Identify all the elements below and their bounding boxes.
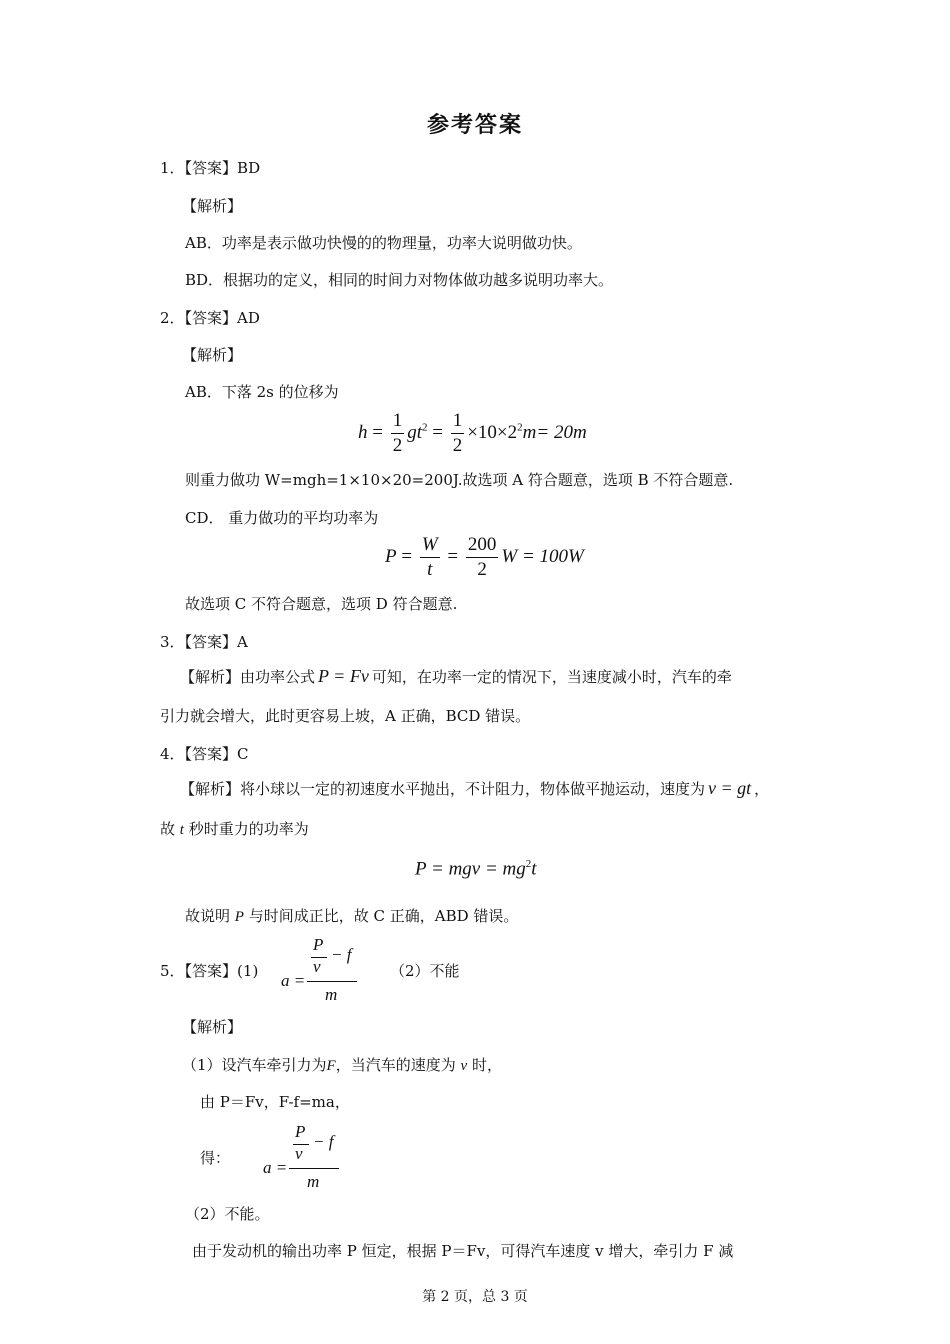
q5-p2: 由 P＝Fv，F-f=ma，	[200, 1093, 350, 1111]
q2-conclusion: 故选项 C 不符合题意，选项 D 符合题意.	[185, 595, 458, 613]
frac-num: 1	[391, 410, 405, 434]
q2-cd-text: CD． 重力做功的平均功率为	[185, 509, 379, 527]
q1-ab-text: AB．功率是表示做功快慢的的物理量，功率大说明做功快。	[185, 234, 582, 252]
q4-answer: 4．【答案】C	[160, 745, 249, 763]
q3-line2: 引力就会增大，此时更容易上坡，A 正确，BCD 错误。	[160, 707, 531, 725]
q2-power-equation: P = $\frac{W}{t}$ = $\frac{200}{2}$ W = 100W	[385, 534, 584, 580]
eq-h: h	[358, 421, 368, 443]
q3-line1: 【解析】由功率公式 P = Fv 可知，在功率一定的情况下，当速度减小时，汽车的牵	[180, 666, 732, 686]
q2-ab-text: AB．下落 2s 的位移为	[185, 383, 339, 401]
q4-power-equation: P = mgv = $mg^2t$	[415, 858, 537, 880]
q5-p4: （2）不能。	[185, 1205, 270, 1223]
q5-answer-part2: （2）不能	[390, 962, 460, 980]
q2-work-line: 则重力做功 W=mgh=1×10×20=200J.故选项 A 符合题意，选项 B 不符合题意.	[185, 471, 734, 489]
q3-answer: 3．【答案】A	[160, 633, 248, 651]
q5-p5: 由于发动机的输出功率 P 恒定，根据 P＝Fv，可得汽车速度 v 增大，牵引力 F 减	[192, 1242, 734, 1260]
page-title: 参考答案	[426, 113, 523, 138]
q2-analysis-label: 【解析】	[182, 346, 243, 364]
q4-conclusion: 故说明 P 与时间成正比，故 C 正确，ABD 错误。	[185, 907, 519, 925]
q4-line1: 【解析】将小球以一定的初速度水平抛出，不计阻力，物体做平抛运动，速度为 v = gt ，	[180, 778, 770, 798]
q1-answer: 1．【答案】BD	[160, 159, 261, 177]
q5-p1: （1）设汽车牵引力为F，当汽车的速度为 v 时，	[182, 1056, 502, 1074]
page-footer: 第 2 页，总 3 页	[422, 1289, 528, 1305]
eq-gt: gt	[407, 421, 422, 443]
frac-den: 2	[392, 435, 403, 456]
q1-bd-text: BD．根据功的定义，相同的时间力对物体做功越多说明功率大。	[185, 271, 614, 289]
q5-analysis-label: 【解析】	[182, 1018, 243, 1036]
q2-answer: 2．【答案】AD	[160, 309, 260, 327]
q5-answer-label: 5．【答案】(1)	[160, 962, 259, 980]
q4-line2: 故 t 秒时重力的功率为	[160, 820, 309, 838]
q5-derived-formula: P v − f a = m	[265, 1122, 345, 1192]
q5-answer-formula: P v − f a = m	[283, 935, 363, 1005]
q5-p3: 得：	[200, 1149, 231, 1167]
q1-analysis-label: 【解析】	[182, 197, 243, 215]
q2-displacement-equation: h = $\frac{1}{2}$ $gt^2$ = $\frac{1}{2}$ $\times 10\times 2^2m= 20m$	[358, 410, 587, 456]
